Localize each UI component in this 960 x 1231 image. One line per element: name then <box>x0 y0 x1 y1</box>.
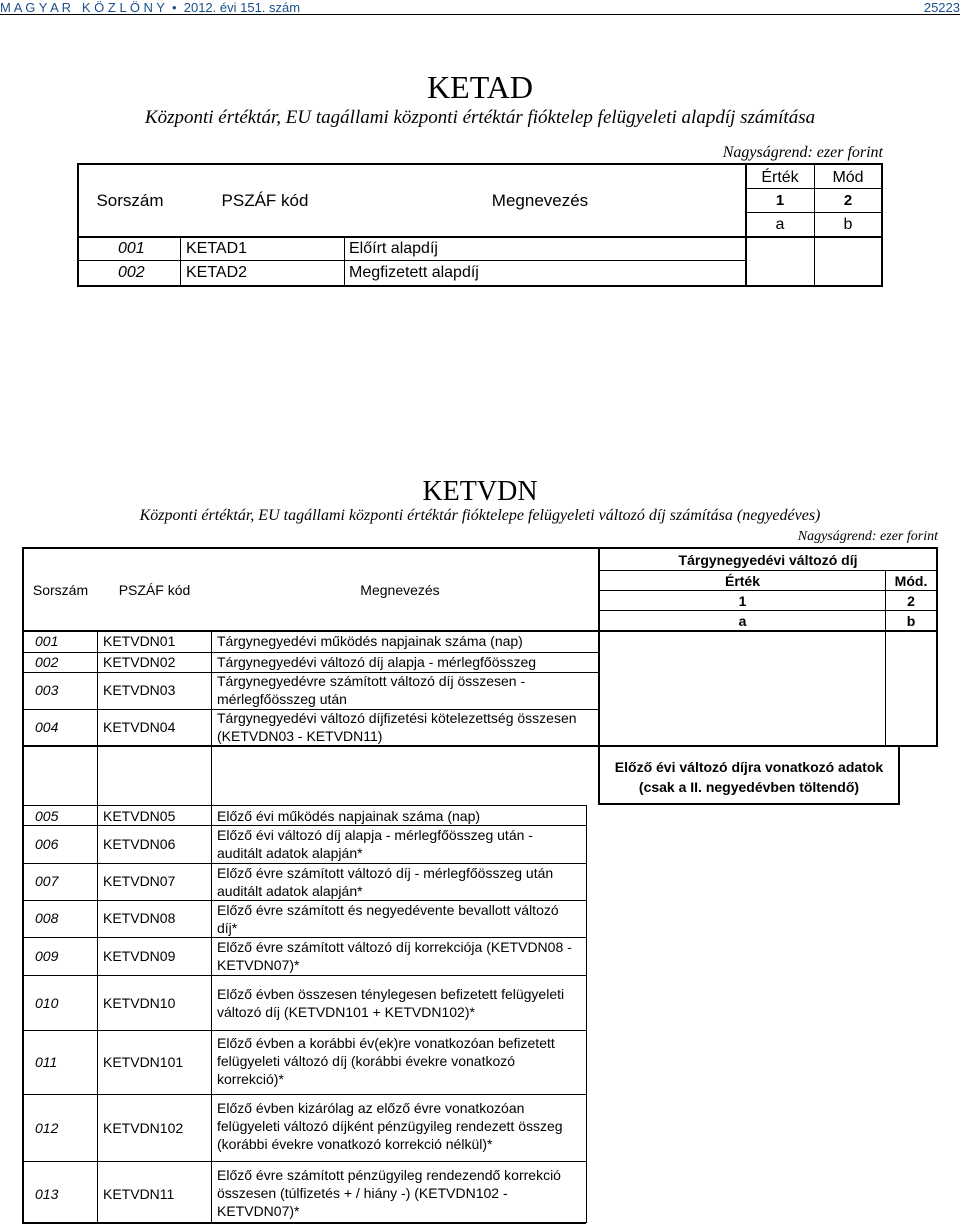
ketvdn-row-code: KETVDN102 <box>103 1120 184 1136</box>
ketad-row-num: 001 <box>118 240 145 257</box>
ketvdn-row-name: Előző évben összesen ténylegesen befizetett felügyeleti változó díj (KETVDN101 + KETVDN102)* <box>217 986 565 1020</box>
ketvdn-row-num: 008 <box>35 910 59 926</box>
ketvdn-col-pszaf: PSZÁF kód <box>118 582 191 598</box>
ketvdn-row-name: Előző évre számított pénzügyileg rendezendő korrekció összesen (túlfizetés + / hiány -) (KETVDN102 - KETVDN07)* <box>217 1167 561 1219</box>
ketvdn-col-megnevezes: Megnevezés <box>360 582 440 598</box>
ketvdn-unit: Nagyságrend: ezer forint <box>797 529 938 544</box>
header-rule <box>0 14 960 15</box>
ketad-row-code: KETAD1 <box>186 240 248 257</box>
ketvdn-row-code: KETVDN07 <box>103 873 176 889</box>
ketad-subtitle: Központi értéktár, EU tagállami központi értéktár fióktelep felügyeleti alapdíj számítása <box>144 107 816 128</box>
prev-year-note: Előző évi változó díjra vonatkozó adatok (csak a II. negyedévben töltendő) <box>614 759 884 795</box>
ketad-col-pszaf: PSZÁF kód <box>221 191 309 210</box>
ketvdn-col-num1: 1 <box>738 593 747 609</box>
ketvdn-row-code: KETVDN05 <box>103 808 176 824</box>
ketad-row-name: Előírt alapdíj <box>349 240 438 257</box>
ketvdn-col-sorszam: Sorszám <box>32 582 89 598</box>
ketvdn-col-group: Tárgynegyedévi változó díj <box>678 552 858 568</box>
ketvdn-col-b: b <box>906 613 916 629</box>
ketvdn-col-mod: Mód. <box>894 573 928 589</box>
ketvdn-row-name: Tárgynegyedévi működés napjainak száma (nap) <box>217 633 523 649</box>
ketad-row-code: KETAD2 <box>186 264 248 281</box>
ketvdn-row-num: 010 <box>35 995 59 1011</box>
ketvdn-row-name: Előző évre számított változó díj - mérlegfőösszeg után auditált adatok alapján* <box>217 865 554 899</box>
ketvdn-row-name: Előző évben kizárólag az előző évre vonatkozóan felügyeleti változó díjként pénzügyileg rendezett összeg (korábbi évekre vonatkozó korrekció nélkül)* <box>217 1100 563 1152</box>
ketad-row-name: Megfizetett alapdíj <box>349 264 479 281</box>
ketvdn-row-name: Tárgynegyedévre számított változó díj összesen - mérlegfőösszeg után <box>217 673 526 707</box>
ketvdn-row-num: 004 <box>35 719 59 735</box>
ketvdn-row-num: 013 <box>35 1186 59 1202</box>
ketvdn-col-a: a <box>738 613 747 629</box>
ketvdn-row-name: Előző évre számított változó díj korrekciója (KETVDN08 - KETVDN07)* <box>217 939 572 973</box>
ketvdn-title: KETVDN <box>422 476 538 507</box>
ketvdn-row-code: KETVDN11 <box>103 1186 175 1202</box>
ketvdn-row-num: 001 <box>35 633 59 649</box>
ketvdn-row-code: KETVDN06 <box>103 836 176 852</box>
ketad-col-num2: 2 <box>843 192 853 209</box>
ketvdn-row-num: 012 <box>35 1120 59 1136</box>
ketvdn-row-code: KETVDN04 <box>103 719 176 735</box>
ketad-col-a: a <box>775 216 785 233</box>
ketad-col-megnevezes: Megnevezés <box>491 191 589 210</box>
ketad-col-sorszam: Sorszám <box>96 191 164 210</box>
ketad-unit: Nagyságrend: ezer forint <box>722 144 883 161</box>
ketvdn-col-ertek: Érték <box>724 573 761 589</box>
ketvdn-row-name: Előző évi változó díj alapja - mérlegfőösszeg után - auditált adatok alapján* <box>217 827 533 861</box>
ketvdn-row-num: 003 <box>35 682 59 698</box>
ketvdn-row-name: Előző évre számított és negyedévente bevallott változó díj* <box>217 902 559 936</box>
page-number: 25223 <box>923 0 960 15</box>
ketad-row-num: 002 <box>118 264 145 281</box>
ketad-col-ertek: Érték <box>761 169 799 186</box>
ketvdn-row-code: KETVDN10 <box>103 995 176 1011</box>
ketvdn-row-num: 009 <box>35 948 59 964</box>
page-header-title: M A G Y A R K Ö Z L Ö N Y • 2012. évi 151. szám <box>0 0 301 15</box>
ketvdn-col-num2: 2 <box>907 593 915 609</box>
ketvdn-row-code: KETVDN03 <box>103 682 176 698</box>
ketvdn-row-code: KETVDN101 <box>103 1054 184 1070</box>
ketvdn-row-num: 002 <box>35 654 59 670</box>
ketvdn-row-num: 007 <box>35 873 59 889</box>
ketvdn-row-name: Tárgynegyedévi változó díjfizetési kötelezettség összesen (KETVDN03 - KETVDN11) <box>217 710 577 744</box>
ketvdn-row-code: KETVDN02 <box>103 654 176 670</box>
ketad-col-b: b <box>843 216 853 233</box>
ketvdn-row-name: Előző évben a korábbi év(ek)re vonatkozóan befizetett felügyeleti változó díj (korábbi évekre vonatkozó korrekció)* <box>217 1035 555 1087</box>
ketvdn-row-name: Tárgynegyedévi változó díj alapja - mérlegfőösszeg <box>217 654 537 670</box>
ketvdn-row-name: Előző évi működés napjainak száma (nap) <box>217 808 481 824</box>
ketad-col-mod: Mód <box>832 169 864 186</box>
ketvdn-row-num: 006 <box>35 836 59 852</box>
ketvdn-row-code: KETVDN09 <box>103 948 176 964</box>
ketvdn-subtitle: Központi értéktár, EU tagállami központi értéktár fióktelepe felügyeleti változó díj számítása (negyedéves) <box>139 507 821 524</box>
ketvdn-row-code: KETVDN01 <box>103 633 176 649</box>
ketvdn-row-code: KETVDN08 <box>103 910 176 926</box>
ketad-col-num1: 1 <box>775 192 785 209</box>
ketad-title: KETAD <box>427 69 533 105</box>
ketvdn-row-num: 011 <box>35 1054 58 1070</box>
ketvdn-row-num: 005 <box>35 808 59 824</box>
